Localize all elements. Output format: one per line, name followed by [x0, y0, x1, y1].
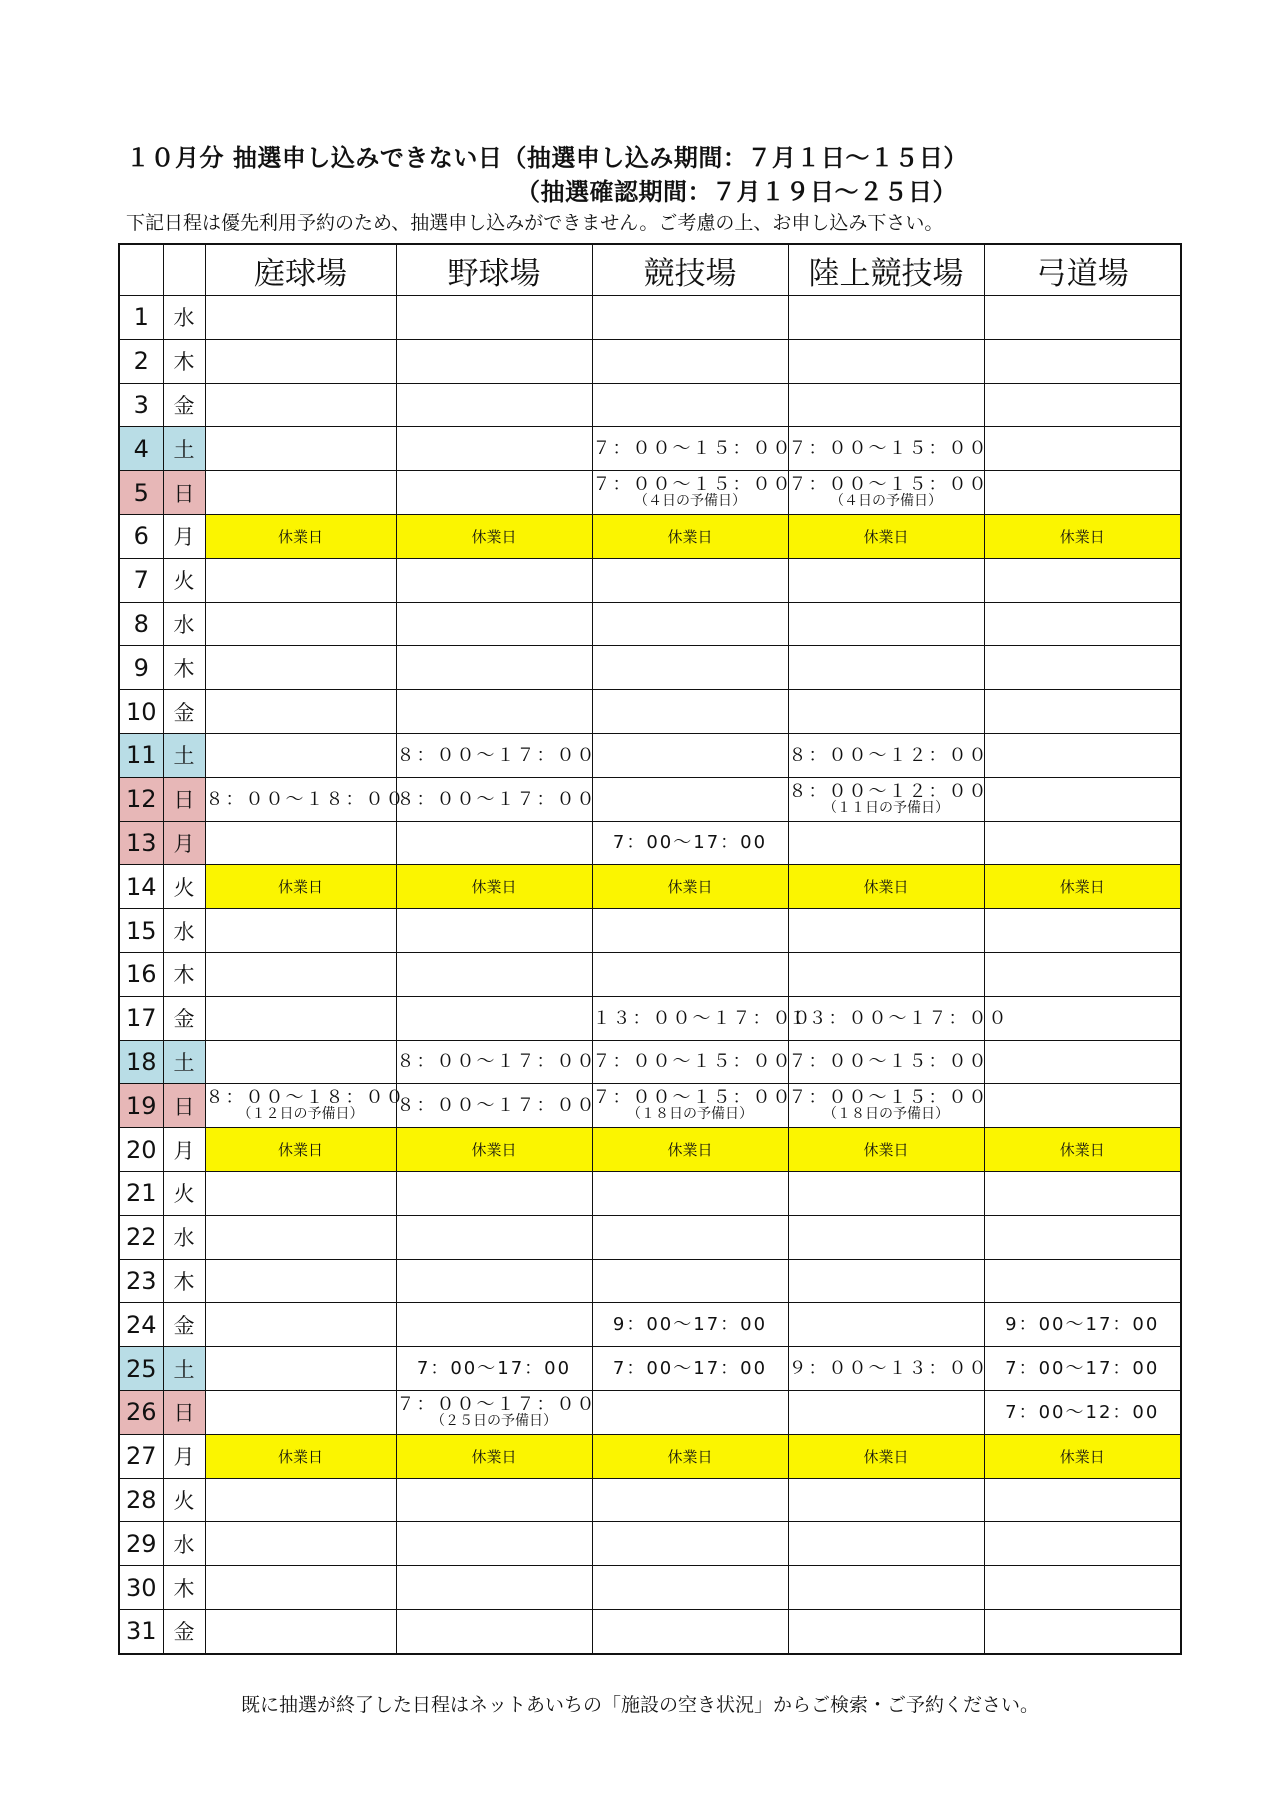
closed-cell: 休業日	[984, 1128, 1181, 1172]
schedule-cell	[788, 821, 984, 865]
schedule-cell	[788, 1040, 989, 1084]
schedule-cell	[984, 1215, 1181, 1259]
table-row	[119, 996, 1181, 1040]
schedule-cell	[592, 383, 788, 427]
schedule-cell	[984, 383, 1181, 427]
header-day-cell	[119, 244, 163, 296]
schedule-cell	[788, 383, 984, 427]
day-number: 3	[119, 383, 163, 427]
schedule-cell	[592, 558, 788, 602]
table-row	[119, 1478, 1181, 1522]
weekday: 水	[163, 909, 205, 953]
day-number: 29	[119, 1522, 163, 1566]
schedule-cell	[396, 733, 597, 777]
schedule-cell	[592, 602, 788, 646]
schedule-cell	[788, 558, 984, 602]
table-row	[119, 1084, 1181, 1128]
day-number: 25	[119, 1347, 163, 1391]
schedule-cell	[592, 1566, 788, 1610]
schedule-cell	[984, 821, 1181, 865]
schedule-cell	[205, 909, 396, 953]
schedule-cell	[788, 339, 984, 383]
schedule-cell	[984, 1522, 1181, 1566]
schedule-cell	[396, 427, 592, 471]
schedule-cell	[984, 1390, 1181, 1434]
weekday: 火	[163, 865, 205, 909]
day-number: 20	[119, 1128, 163, 1172]
table-row	[119, 427, 1181, 471]
time-range: ９：００～１３：００	[788, 1358, 989, 1380]
schedule-cell	[396, 1390, 597, 1434]
schedule-cell	[984, 690, 1181, 734]
day-number: 12	[119, 777, 163, 821]
reserve-day-note: （２５日の予備日）	[431, 1412, 557, 1429]
schedule-cell	[205, 1390, 396, 1434]
schedule-cell	[205, 646, 396, 690]
schedule-cell	[396, 646, 592, 690]
weekday: 土	[163, 1040, 205, 1084]
table-row	[119, 1040, 1181, 1084]
schedule-cell	[396, 602, 592, 646]
schedule-cell	[205, 1522, 396, 1566]
table-row	[119, 1215, 1181, 1259]
weekday: 木	[163, 1566, 205, 1610]
schedule-cell	[592, 646, 788, 690]
schedule-cell	[205, 1259, 396, 1303]
weekday: 金	[163, 996, 205, 1040]
closed-cell: 休業日	[205, 1434, 396, 1478]
schedule-cell	[984, 1171, 1181, 1215]
schedule-cell	[205, 777, 406, 821]
schedule-cell	[205, 952, 396, 996]
weekday: 日	[163, 1084, 205, 1128]
time-range: １３：００～１７：００	[592, 1007, 813, 1029]
schedule-table	[118, 243, 1182, 1655]
closed-cell: 休業日	[984, 865, 1181, 909]
schedule-cell	[396, 996, 592, 1040]
page-subtitle: （抽選確認期間：７月１９日～２５日）	[516, 178, 957, 206]
table-row	[119, 1128, 1181, 1172]
weekday: 月	[163, 514, 205, 558]
schedule-cell	[205, 296, 396, 340]
schedule-cell	[984, 339, 1181, 383]
schedule-cell	[788, 733, 989, 777]
schedule-cell	[205, 339, 396, 383]
weekday: 金	[163, 690, 205, 734]
day-number: 31	[119, 1609, 163, 1653]
schedule-cell	[205, 427, 396, 471]
time-range: １３：００～１７：００	[788, 1007, 1009, 1029]
day-number: 11	[119, 733, 163, 777]
table-row	[119, 383, 1181, 427]
table-row	[119, 865, 1181, 909]
schedule-cell	[788, 1084, 989, 1128]
weekday: 水	[163, 602, 205, 646]
schedule-cell	[205, 1215, 396, 1259]
closed-cell: 休業日	[788, 865, 984, 909]
table-row	[119, 1566, 1181, 1610]
schedule-cell	[592, 1259, 788, 1303]
weekday: 金	[163, 1609, 205, 1653]
schedule-cell	[788, 1259, 984, 1303]
table-row	[119, 1434, 1181, 1478]
table-row	[119, 1390, 1181, 1434]
day-number: 30	[119, 1566, 163, 1610]
schedule-cell	[788, 1171, 984, 1215]
schedule-cell	[592, 777, 788, 821]
page-note: 下記日程は優先利用予約のため、抽選申し込みができません。ご考慮の上、お申し込み下さい。	[126, 212, 944, 234]
schedule-cell	[396, 383, 592, 427]
table-row	[119, 952, 1181, 996]
schedule-cell	[396, 821, 592, 865]
time-range: 9：00～17：00	[612, 1314, 768, 1336]
day-number: 5	[119, 471, 163, 515]
column-header: 陸上競技場	[788, 244, 984, 296]
day-number: 18	[119, 1040, 163, 1084]
schedule-cell	[396, 690, 592, 734]
time-range: ８：００～１８：００	[205, 1087, 406, 1109]
time-range: 7：00～17：00	[612, 832, 768, 854]
schedule-cell	[592, 909, 788, 953]
schedule-cell	[984, 558, 1181, 602]
time-range: 7：00～17：00	[612, 1358, 768, 1380]
schedule-cell	[396, 1347, 592, 1391]
reserve-day-note: （４日の予備日）	[634, 493, 746, 510]
schedule-cell	[788, 1609, 984, 1653]
weekday: 土	[163, 733, 205, 777]
schedule-cell	[788, 952, 984, 996]
schedule-cell	[788, 690, 984, 734]
closed-cell: 休業日	[205, 514, 396, 558]
table-row	[119, 821, 1181, 865]
day-number: 27	[119, 1434, 163, 1478]
schedule-cell	[396, 777, 597, 821]
day-number: 24	[119, 1303, 163, 1347]
day-number: 4	[119, 427, 163, 471]
reserve-day-note: （１８日の予備日）	[627, 1106, 753, 1123]
weekday: 月	[163, 1434, 205, 1478]
schedule-cell	[984, 296, 1181, 340]
schedule-cell	[205, 1566, 396, 1610]
weekday: 土	[163, 427, 205, 471]
schedule-cell	[205, 1084, 406, 1128]
closed-cell: 休業日	[592, 1434, 788, 1478]
time-range: 9：00～17：00	[1005, 1314, 1160, 1336]
weekday: 日	[163, 471, 205, 515]
schedule-cell	[396, 1084, 597, 1128]
schedule-cell	[205, 383, 396, 427]
table-row	[119, 777, 1181, 821]
table-row	[119, 471, 1181, 515]
schedule-cell	[984, 1303, 1181, 1347]
day-number: 21	[119, 1171, 163, 1215]
column-header: 野球場	[396, 244, 592, 296]
time-range: 7：00～17：00	[1005, 1358, 1160, 1380]
closed-cell: 休業日	[396, 514, 592, 558]
schedule-cell	[592, 1609, 788, 1653]
schedule-cell	[788, 996, 1009, 1040]
day-number: 1	[119, 296, 163, 340]
schedule-cell	[205, 1171, 396, 1215]
schedule-cell	[788, 1215, 984, 1259]
weekday: 金	[163, 1303, 205, 1347]
closed-cell: 休業日	[592, 1128, 788, 1172]
schedule-cell	[205, 1478, 396, 1522]
day-number: 13	[119, 821, 163, 865]
day-number: 19	[119, 1084, 163, 1128]
weekday: 木	[163, 1259, 205, 1303]
schedule-cell	[788, 1522, 984, 1566]
schedule-cell	[788, 296, 984, 340]
reserve-day-note: （１８日の予備日）	[823, 1106, 949, 1123]
day-number: 6	[119, 514, 163, 558]
header-row	[119, 244, 1181, 296]
schedule-cell	[396, 952, 592, 996]
weekday: 木	[163, 952, 205, 996]
day-number: 10	[119, 690, 163, 734]
schedule-cell	[592, 821, 788, 865]
schedule-cell	[396, 909, 592, 953]
page-footer: 既に抽選が終了した日程はネットあいちの「施設の空き状況」からご検索・ご予約ください。	[240, 1694, 1039, 1716]
table-row	[119, 1609, 1181, 1653]
table-row	[119, 909, 1181, 953]
time-range: ８：００～１７：００	[396, 1095, 597, 1117]
schedule-cell	[592, 1347, 788, 1391]
reserve-day-note: （１１日の予備日）	[823, 799, 949, 816]
schedule-cell	[205, 1609, 396, 1653]
column-header: 庭球場	[205, 244, 396, 296]
day-number: 28	[119, 1478, 163, 1522]
schedule-cell	[984, 1259, 1181, 1303]
schedule-cell	[984, 733, 1181, 777]
table-row	[119, 733, 1181, 777]
schedule-cell	[396, 1303, 592, 1347]
table-row	[119, 646, 1181, 690]
schedule-cell	[592, 1215, 788, 1259]
schedule-cell	[788, 471, 989, 515]
time-range: ７：００～１７：００	[396, 1393, 597, 1415]
time-range: ８：００～１８：００	[205, 788, 406, 810]
schedule-cell	[205, 733, 396, 777]
weekday: 日	[163, 777, 205, 821]
weekday: 火	[163, 1171, 205, 1215]
schedule-cell	[592, 471, 793, 515]
schedule-cell	[984, 1478, 1181, 1522]
closed-cell: 休業日	[592, 865, 788, 909]
schedule-cell	[205, 1303, 396, 1347]
schedule-cell	[592, 339, 788, 383]
day-number: 15	[119, 909, 163, 953]
schedule-cell	[592, 996, 813, 1040]
schedule-cell	[592, 1303, 788, 1347]
time-range: ７：００～１５：００	[788, 1087, 989, 1109]
schedule-cell	[205, 471, 396, 515]
day-number: 26	[119, 1390, 163, 1434]
schedule-cell	[592, 733, 788, 777]
schedule-cell	[205, 821, 396, 865]
reserve-day-note: （４日の予備日）	[830, 493, 942, 510]
weekday: 水	[163, 296, 205, 340]
schedule-cell	[984, 952, 1181, 996]
schedule-cell	[984, 1566, 1181, 1610]
schedule-cell	[592, 1171, 788, 1215]
schedule-cell	[788, 909, 984, 953]
schedule-cell	[205, 690, 396, 734]
schedule-cell	[592, 690, 788, 734]
day-number: 8	[119, 602, 163, 646]
time-range: ８：００～１７：００	[396, 788, 597, 810]
weekday: 水	[163, 1522, 205, 1566]
reserve-day-note: （１２日の予備日）	[237, 1106, 364, 1123]
closed-cell: 休業日	[984, 514, 1181, 558]
table-row	[119, 1522, 1181, 1566]
closed-cell: 休業日	[205, 1128, 396, 1172]
table-row	[119, 339, 1181, 383]
schedule-cell	[984, 909, 1181, 953]
weekday: 水	[163, 1215, 205, 1259]
schedule-cell	[984, 1609, 1181, 1653]
table-row	[119, 558, 1181, 602]
schedule-cell	[984, 471, 1181, 515]
schedule-cell	[984, 777, 1181, 821]
closed-cell: 休業日	[984, 1434, 1181, 1478]
time-range: ７：００～１５：００	[788, 1051, 989, 1073]
schedule-cell	[788, 1390, 984, 1434]
day-number: 16	[119, 952, 163, 996]
schedule-cell	[984, 1347, 1181, 1391]
schedule-cell	[788, 1478, 984, 1522]
schedule-cell	[592, 1084, 793, 1128]
schedule-cell	[396, 1040, 597, 1084]
table-row	[119, 690, 1181, 734]
schedule-cell	[396, 1171, 592, 1215]
schedule-cell	[205, 996, 396, 1040]
weekday: 木	[163, 339, 205, 383]
schedule-cell	[592, 952, 788, 996]
closed-cell: 休業日	[788, 514, 984, 558]
weekday: 月	[163, 821, 205, 865]
table-row	[119, 1303, 1181, 1347]
schedule-cell	[396, 1215, 592, 1259]
schedule-body	[119, 296, 1181, 1654]
schedule-cell	[396, 1478, 592, 1522]
time-range: ７：００～１５：００	[592, 1051, 793, 1073]
table-row	[119, 1171, 1181, 1215]
schedule-cell	[788, 777, 989, 821]
table-row	[119, 296, 1181, 340]
day-number: 2	[119, 339, 163, 383]
schedule-cell	[788, 646, 984, 690]
day-number: 17	[119, 996, 163, 1040]
weekday: 火	[163, 1478, 205, 1522]
schedule-cell	[984, 1084, 1181, 1128]
weekday: 金	[163, 383, 205, 427]
schedule-cell	[205, 602, 396, 646]
schedule-cell	[984, 996, 1181, 1040]
day-number: 7	[119, 558, 163, 602]
schedule-cell	[396, 296, 592, 340]
time-range: ７：００～１５：００	[788, 474, 989, 496]
schedule-cell	[396, 558, 592, 602]
schedule-cell	[984, 602, 1181, 646]
closed-cell: 休業日	[788, 1128, 984, 1172]
time-range: ７：００～１５：００	[788, 438, 989, 460]
day-number: 23	[119, 1259, 163, 1303]
schedule-cell	[788, 1347, 989, 1391]
time-range: ８：００～１２：００	[788, 744, 989, 766]
schedule-cell	[788, 602, 984, 646]
day-number: 22	[119, 1215, 163, 1259]
time-range: ８：００～１７：００	[396, 1051, 597, 1073]
time-range: ８：００～１２：００	[788, 780, 989, 802]
time-range: ８：００～１７：００	[396, 744, 597, 766]
closed-cell: 休業日	[396, 865, 592, 909]
weekday: 日	[163, 1390, 205, 1434]
day-number: 14	[119, 865, 163, 909]
page-title: １０月分 抽選申し込みできない日（抽選申し込み期間：７月１日～１５日）	[126, 144, 968, 172]
schedule-cell	[396, 471, 592, 515]
column-header: 弓道場	[984, 244, 1181, 296]
schedule-cell	[592, 1390, 788, 1434]
schedule-cell	[984, 427, 1181, 471]
time-range: 7：00～17：00	[416, 1358, 572, 1380]
schedule-cell	[205, 1347, 396, 1391]
schedule-cell	[788, 1303, 984, 1347]
weekday: 火	[163, 558, 205, 602]
schedule-cell	[592, 427, 793, 471]
schedule-cell	[396, 339, 592, 383]
time-range: ７：００～１５：００	[592, 1087, 793, 1109]
schedule-cell	[788, 427, 989, 471]
time-range: ７：００～１５：００	[592, 474, 793, 496]
schedule-cell	[592, 1478, 788, 1522]
time-range: ７：００～１５：００	[592, 438, 793, 460]
closed-cell: 休業日	[592, 514, 788, 558]
schedule-cell	[592, 1522, 788, 1566]
table-row	[119, 1347, 1181, 1391]
schedule-cell	[592, 296, 788, 340]
closed-cell: 休業日	[396, 1128, 592, 1172]
schedule-cell	[984, 646, 1181, 690]
schedule-cell	[396, 1522, 592, 1566]
schedule-cell	[396, 1609, 592, 1653]
schedule-cell	[592, 1040, 793, 1084]
weekday: 土	[163, 1347, 205, 1391]
schedule-cell	[396, 1566, 592, 1610]
weekday: 木	[163, 646, 205, 690]
schedule-cell	[396, 1259, 592, 1303]
column-header: 競技場	[592, 244, 788, 296]
table-row	[119, 602, 1181, 646]
schedule-cell	[205, 1040, 396, 1084]
time-range: 7：00～12：00	[1005, 1401, 1160, 1423]
closed-cell: 休業日	[788, 1434, 984, 1478]
day-number: 9	[119, 646, 163, 690]
header-weekday-cell	[163, 244, 205, 296]
closed-cell: 休業日	[396, 1434, 592, 1478]
table-row	[119, 514, 1181, 558]
schedule-cell	[205, 558, 396, 602]
schedule-cell	[788, 1566, 984, 1610]
table-row	[119, 1259, 1181, 1303]
closed-cell: 休業日	[205, 865, 396, 909]
schedule-cell	[984, 1040, 1181, 1084]
weekday: 月	[163, 1128, 205, 1172]
